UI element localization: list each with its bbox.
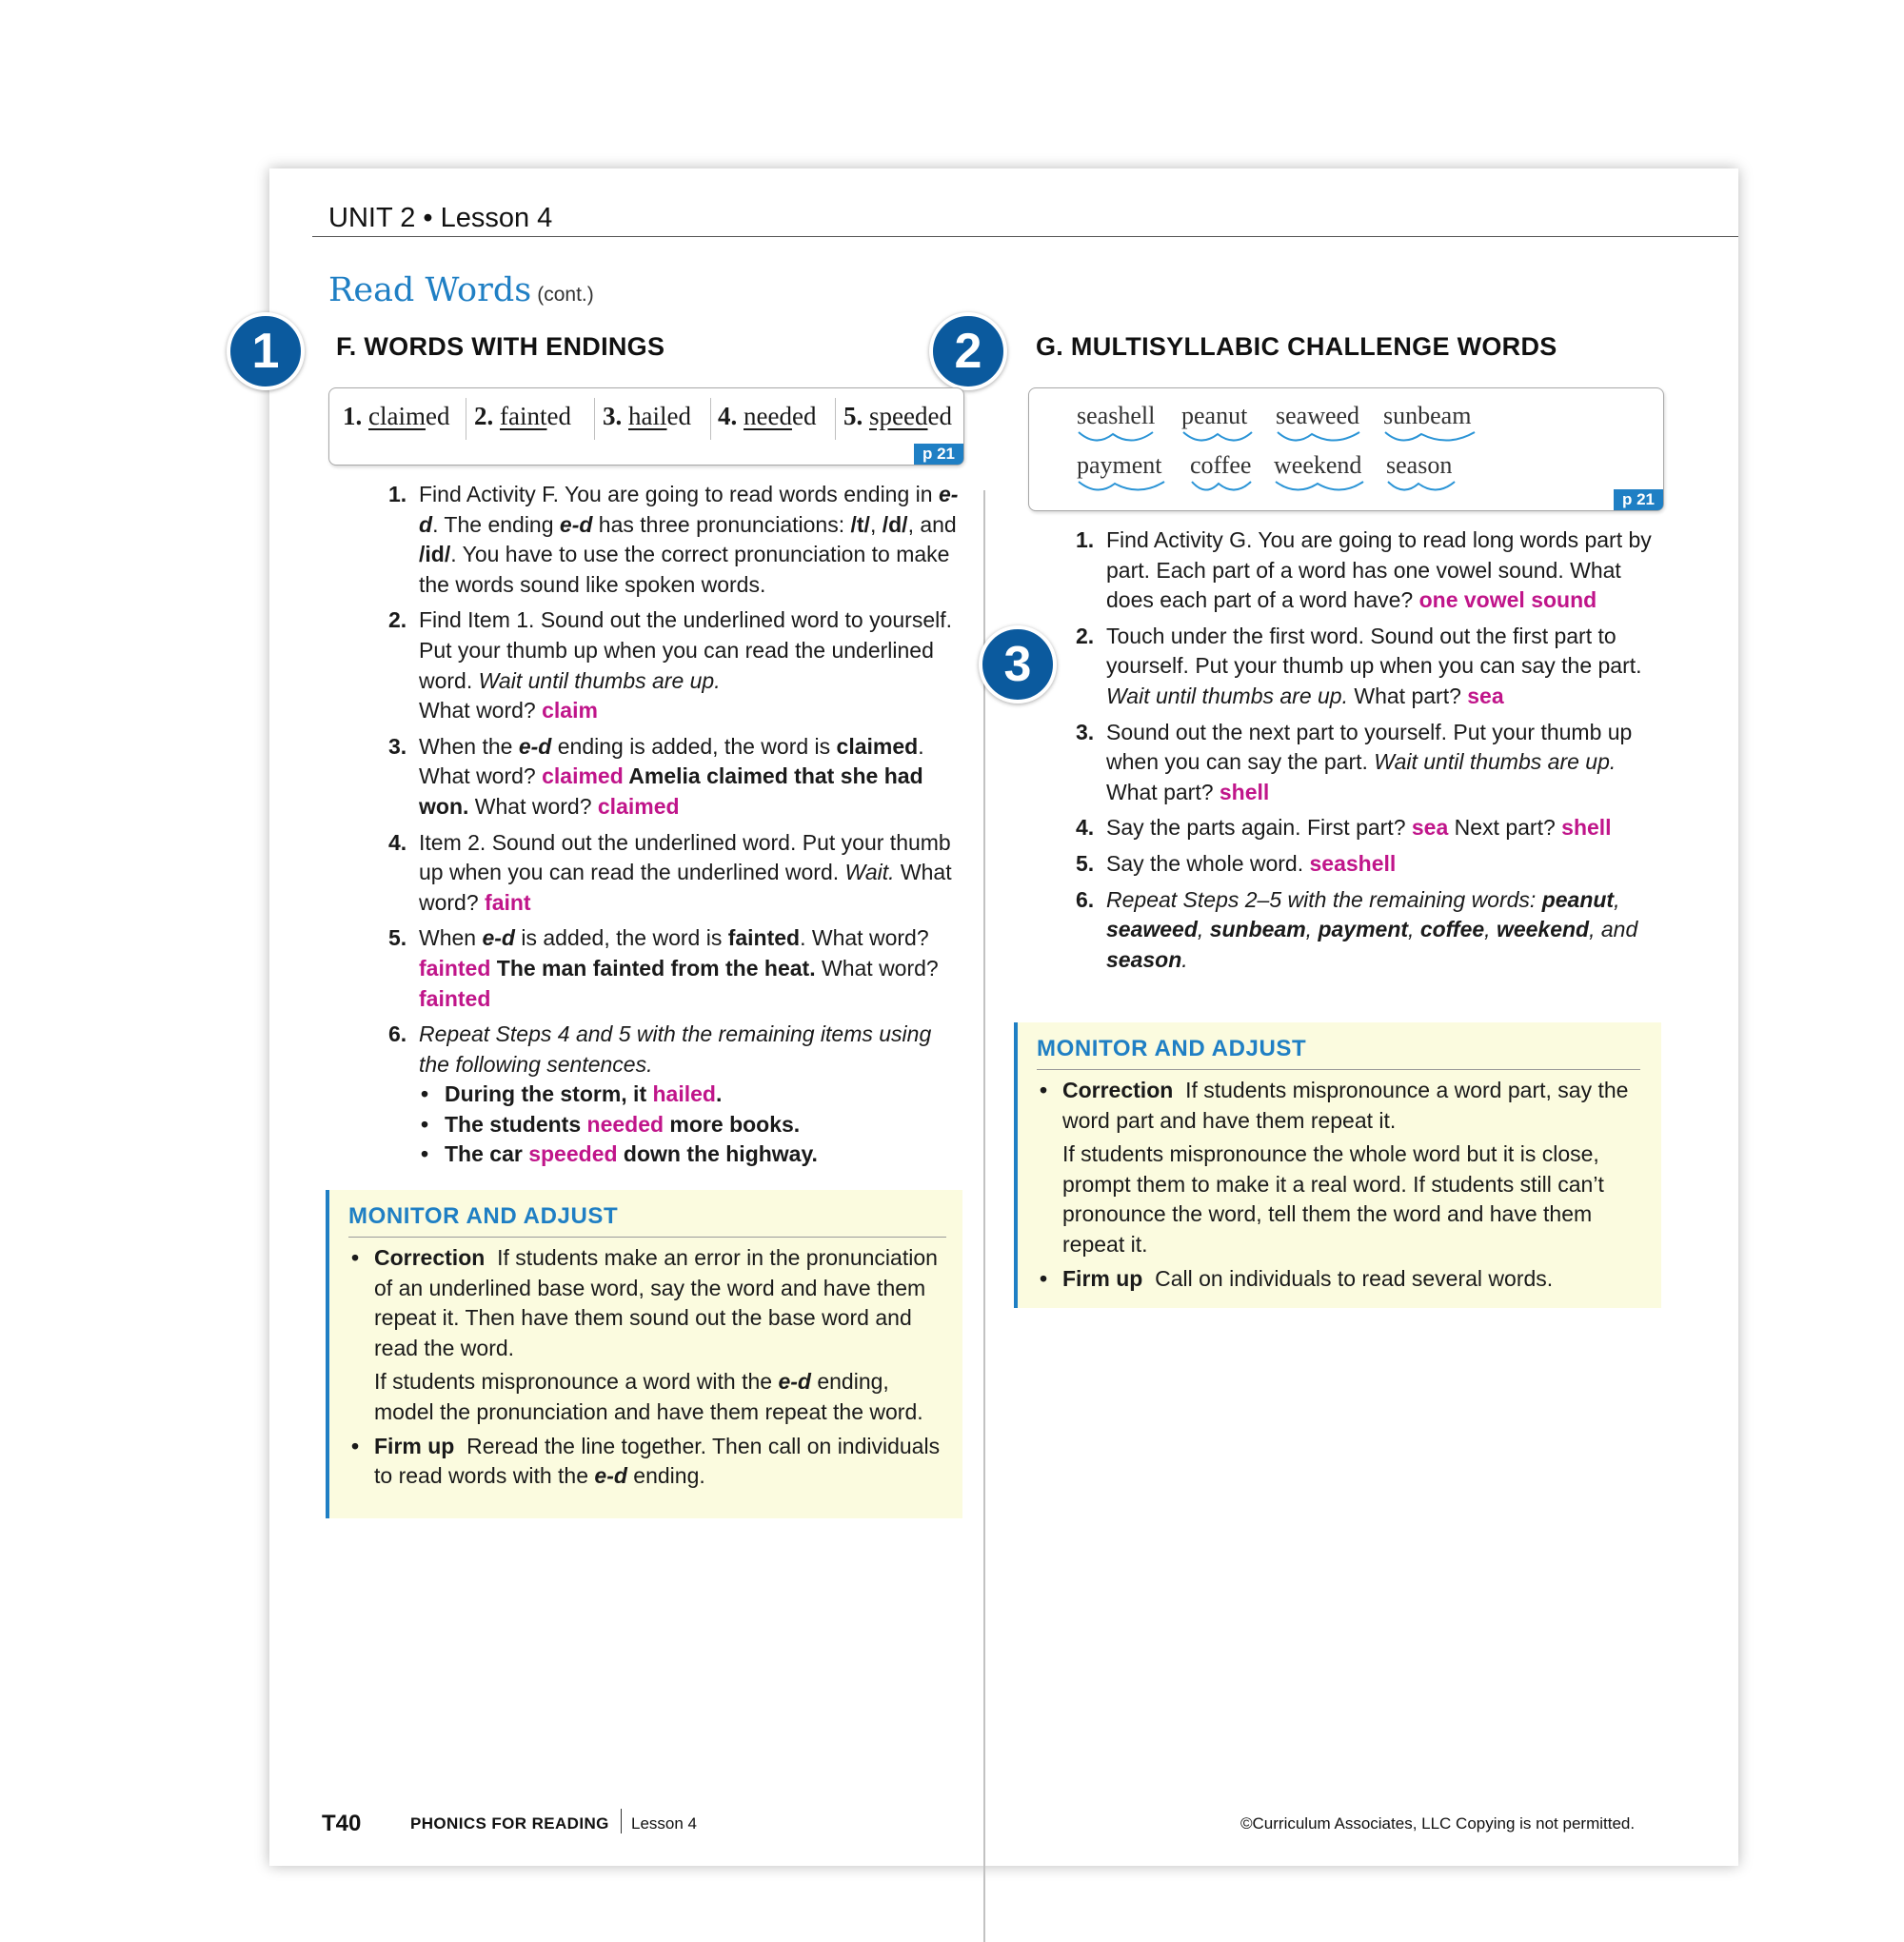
monitor-title: MONITOR AND ADJUST	[1037, 1036, 1307, 1061]
step-6: 6. Repeat Steps 4 and 5 with the remaining items using the following sentences. • During the storm, it hailed. • The students needed more books. • The car speeded down the highway.	[388, 1020, 960, 1170]
answer: claimed	[542, 763, 624, 789]
header-separator: •	[423, 203, 433, 233]
unit-label: UNIT 2	[328, 203, 416, 233]
challenge-word: peanut	[1181, 402, 1247, 430]
syllable-arcs	[1181, 430, 1254, 447]
step-4: 4. Item 2. Sound out the underlined word. Put your thumb up when you can read the underlined word. Wait. What word? faint	[388, 829, 952, 915]
step-badge-2: 2	[929, 312, 1007, 390]
monitor-body	[1037, 1076, 1646, 1294]
section-title	[328, 271, 594, 309]
word-item-5: 5. speeded	[843, 402, 952, 430]
activity-f-title: F. WORDS WITH ENDINGS	[336, 332, 665, 361]
syllable-arcs	[1276, 430, 1361, 447]
monitor-adjust-box-f	[326, 1190, 962, 1518]
syllable-arcs	[1190, 480, 1253, 497]
underlined-base-word: hail	[628, 402, 667, 430]
answer: fainted	[419, 955, 491, 981]
activity-g-word-box	[1028, 387, 1664, 511]
answer: claimed	[597, 793, 680, 819]
firmup-item: • Firm up Reread the line together. Then call on individuals to read words with the e-d ending.	[348, 1432, 948, 1492]
monitor-body	[348, 1243, 948, 1492]
activity-f-word-box	[328, 387, 964, 466]
footer-divider	[621, 1809, 622, 1833]
answer: claim	[542, 698, 598, 723]
syllable-arcs	[1077, 430, 1155, 447]
step-2: 2. Find Item 1. Sound out the underlined word to yourself. Put your thumb up when you can read the underlined word. Wait until thumbs are up. What word? claim	[388, 607, 952, 723]
activity-g-steps	[1076, 525, 1658, 981]
answer: shell	[1561, 815, 1612, 841]
challenge-word: season	[1386, 451, 1452, 480]
answer: shell	[1219, 779, 1270, 804]
sentence-item: • The students needed more books.	[419, 1110, 960, 1140]
step-4: 4. Say the parts again. First part? sea Next part? shell	[1076, 815, 1612, 841]
copyright-notice: ©Curriculum Associates, LLC Copying is not permitted.	[1240, 1814, 1636, 1833]
cell-separator	[835, 398, 836, 440]
footer-lesson: Lesson 4	[631, 1814, 697, 1833]
page-number: T40	[322, 1811, 362, 1836]
syllable-arcs	[1386, 480, 1457, 497]
step-2: 2. Touch under the first word. Sound out the first part to yourself. Put your thumb up when you can say the part. Wait until thumbs are up. What part? sea	[1076, 623, 1642, 708]
step-3: 3. Sound out the next part to yourself. Put your thumb up when you can say the part. Wait until thumbs are up. What part? shell	[1076, 719, 1633, 804]
page-ref-badge: p 21	[1614, 489, 1663, 510]
step-5: 5. When e-d is added, the word is fainted. What word? fainted The man fainted from the heat. What word? fainted	[388, 925, 939, 1011]
word-item-4: 4. needed	[718, 402, 817, 430]
step-5: 5. Say the whole word. seashell	[1076, 850, 1397, 876]
program-name: PHONICS FOR READING	[410, 1814, 609, 1833]
step-3: 3. When the e-d ending is added, the word is claimed. What word? claimed Amelia claimed that she had won. What word? claimed	[388, 733, 924, 819]
firmup-item: • Firm up Call on individuals to read several words.	[1037, 1264, 1646, 1295]
column-divider	[983, 490, 985, 1942]
underlined-base-word: faint	[500, 402, 547, 430]
challenge-word: payment	[1077, 451, 1162, 480]
unit-lesson-header	[328, 203, 552, 234]
syllable-arcs	[1077, 480, 1166, 497]
syllable-arcs	[1383, 430, 1477, 447]
challenge-word: coffee	[1190, 451, 1251, 480]
syllable-arcs	[1274, 480, 1365, 497]
challenge-word: seashell	[1077, 402, 1155, 430]
sentence-item: • During the storm, it hailed.	[419, 1080, 960, 1110]
challenge-word: weekend	[1274, 451, 1361, 480]
answer: sea	[1411, 815, 1449, 841]
answer: faint	[485, 889, 531, 915]
word-item-1: 1. claimed	[343, 402, 450, 430]
monitor-title: MONITOR AND ADJUST	[348, 1203, 619, 1229]
section-title-text: Read Words	[328, 271, 532, 309]
word-item-2: 2. fainted	[474, 402, 571, 430]
section-cont: (cont.)	[537, 284, 594, 306]
step-1: 1. Find Activity F. You are going to read words ending in e-d. The ending e-d has three pronunciations: /t/, /d/, and /id/. You have to use the correct pronunciation to make the words sound like spoken words.	[388, 482, 959, 597]
correction-item: • Correction If students mispronounce a word part, say the word part and have them repeat it. If students mispronounce the whole word but it is close, prompt them to make it a real word. If students still can’t pronounce the word, tell them the word and have them repeat it.	[1037, 1076, 1646, 1260]
monitor-adjust-box-g	[1014, 1022, 1661, 1308]
step-1: 1. Find Activity G. You are going to read long words part by part. Each part of a word has one vowel sound. What does each part of a word have? one vowel sound	[1076, 527, 1652, 613]
answer: sea	[1467, 683, 1504, 708]
sentence-list	[419, 1080, 960, 1170]
cell-separator	[594, 398, 595, 440]
step-badge-3: 3	[979, 625, 1057, 703]
sentence-item: • The car speeded down the highway.	[419, 1139, 960, 1170]
header-rule	[312, 236, 1738, 237]
page-ref-badge: p 21	[914, 444, 963, 465]
step-6: 6. Repeat Steps 2–5 with the remaining words: peanut, seaweed, sunbeam, payment, coffee, weekend, and season.	[1076, 886, 1638, 972]
correction-item: • Correction If students make an error in the pronunciation of an underlined base word, say the word and have them repeat it. Then have them sound out the base word and read the word. If students mispronounce a word with the e-d ending, model the pronunciation and have them repeat the word.	[348, 1243, 948, 1428]
underlined-base-word: need	[744, 402, 792, 430]
answer: fainted	[419, 985, 491, 1011]
activity-f-steps	[388, 480, 960, 1176]
lesson-label: Lesson 4	[440, 203, 553, 233]
underlined-base-word: claim	[368, 402, 426, 430]
page	[251, 168, 1738, 1866]
underlined-base-word: speed	[869, 402, 928, 430]
challenge-word: seaweed	[1276, 402, 1359, 430]
monitor-rule	[1037, 1069, 1640, 1070]
challenge-word: sunbeam	[1383, 402, 1471, 430]
word-item-3: 3. hailed	[603, 402, 691, 430]
cell-separator	[710, 398, 711, 440]
step-badge-1: 1	[227, 312, 305, 390]
answer: one vowel sound	[1418, 587, 1597, 613]
activity-g-title: G. MULTISYLLABIC CHALLENGE WORDS	[1036, 332, 1557, 361]
answer: seashell	[1309, 850, 1397, 876]
monitor-rule	[348, 1237, 946, 1238]
